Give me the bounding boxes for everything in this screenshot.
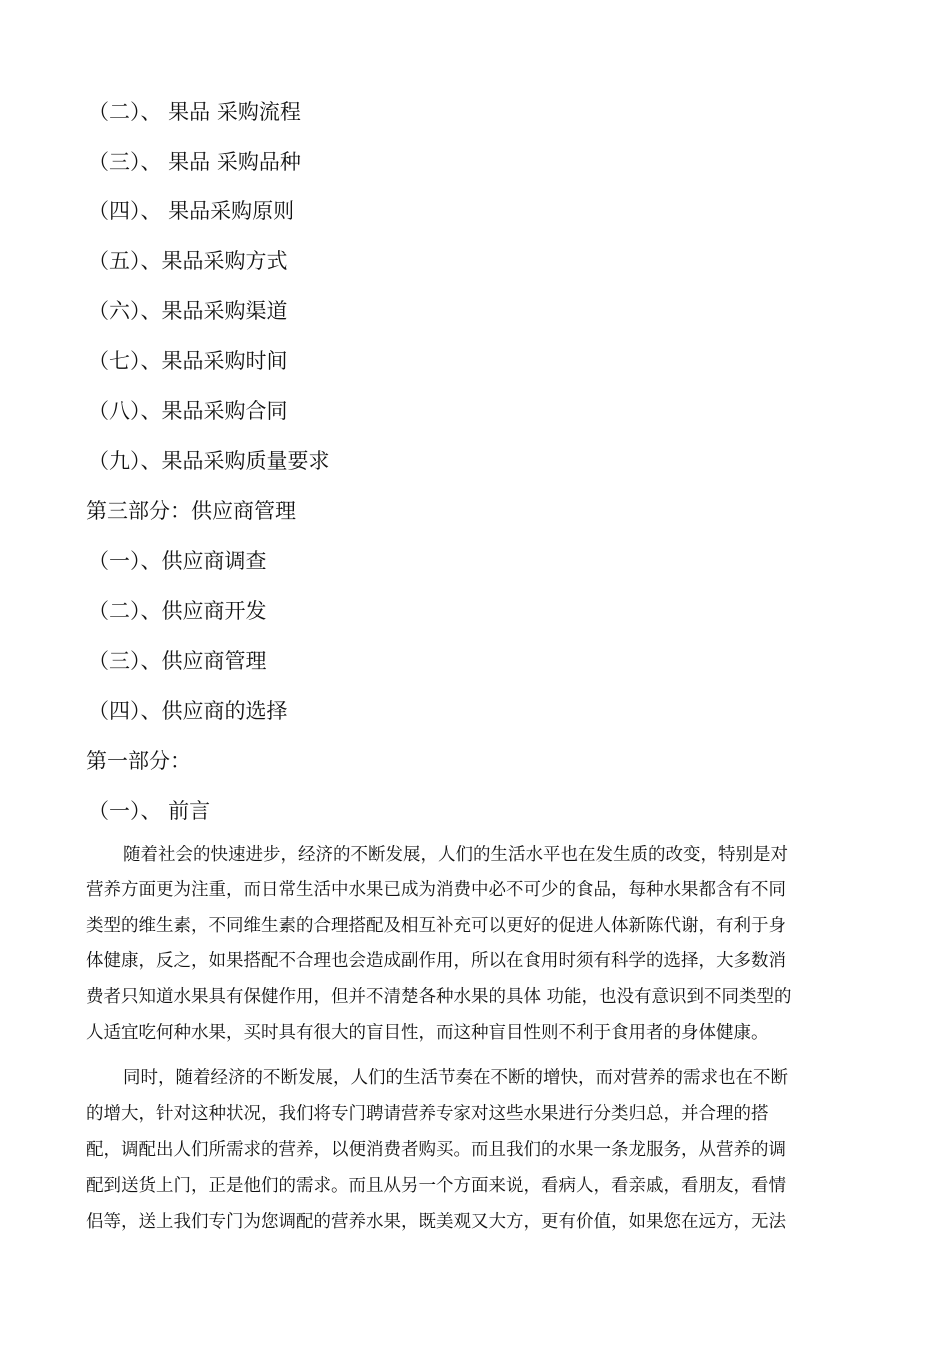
toc-item: （六）、果品采购渠道 [88,299,288,323]
paragraph-line: 类型的维生素，不同维生素的合理搭配及相互补充可以更好的促进人体新陈代谢，有利于身 [86,916,786,936]
toc-item: （一）、供应商调查 [88,549,267,573]
paragraph-line: 随着社会的快速进步，经济的不断发展，人们的生活水平也在发生质的改变，特别是对 [123,845,788,865]
paragraph-line: 的增大，针对这种状况，我们将专门聘请营养专家对这些水果进行分类归总，并合理的搭 [86,1104,769,1124]
paragraph-line: 配到送货上门，正是他们的需求。而且从另一个方面来说，看病人，看亲戚，看朋友，看情 [86,1176,786,1196]
part3-heading: 第三部分：供应商管理 [86,499,296,523]
toc-item: （二）、供应商开发 [88,599,267,623]
toc-item: （八）、果品采购合同 [88,399,288,423]
toc-item: （三）、供应商管理 [88,649,267,673]
toc-item: （四）、供应商的选择 [88,699,288,723]
paragraph-line: 体健康，反之，如果搭配不合理也会造成副作用，所以在食用时须有科学的选择，大多数消 [86,951,786,971]
paragraph-line: 人适宜吃何种水果，买时具有很大的盲目性，而这种盲目性则不利于食用者的身体健康。 [86,1023,769,1043]
paragraph-line: 侣等，送上我们专门为您调配的营养水果，既美观又大方，更有价值，如果您在远方，无法 [86,1212,786,1232]
toc-item: （三）、 果品 采购品种 [88,150,301,174]
paragraph-line: 费者只知道水果具有保健作用，但并不清楚各种水果的具体 功能，也没有意识到不同类型的 [86,987,792,1007]
toc-item: （四）、 果品采购原则 [88,199,295,223]
toc-item: （七）、果品采购时间 [88,349,288,373]
paragraph-line: 同时，随着经济的不断发展，人们的生活节奏在不断的增快，而对营养的需求也在不断 [123,1068,788,1088]
paragraph-line: 配，调配出人们所需求的营养，以便消费者购买。而且我们的水果一条龙服务，从营养的调 [86,1140,786,1160]
paragraph-line: 营养方面更为注重，而日常生活中水果已成为消费中必不可少的食品，每种水果都含有不同 [86,880,786,900]
toc-item: （五）、果品采购方式 [88,249,288,273]
part1-heading: 第一部分： [86,749,191,773]
section-heading: （一）、 前言 [88,799,211,823]
toc-item: （九）、果品采购质量要求 [88,449,330,473]
toc-item: （二）、 果品 采购流程 [88,100,301,124]
